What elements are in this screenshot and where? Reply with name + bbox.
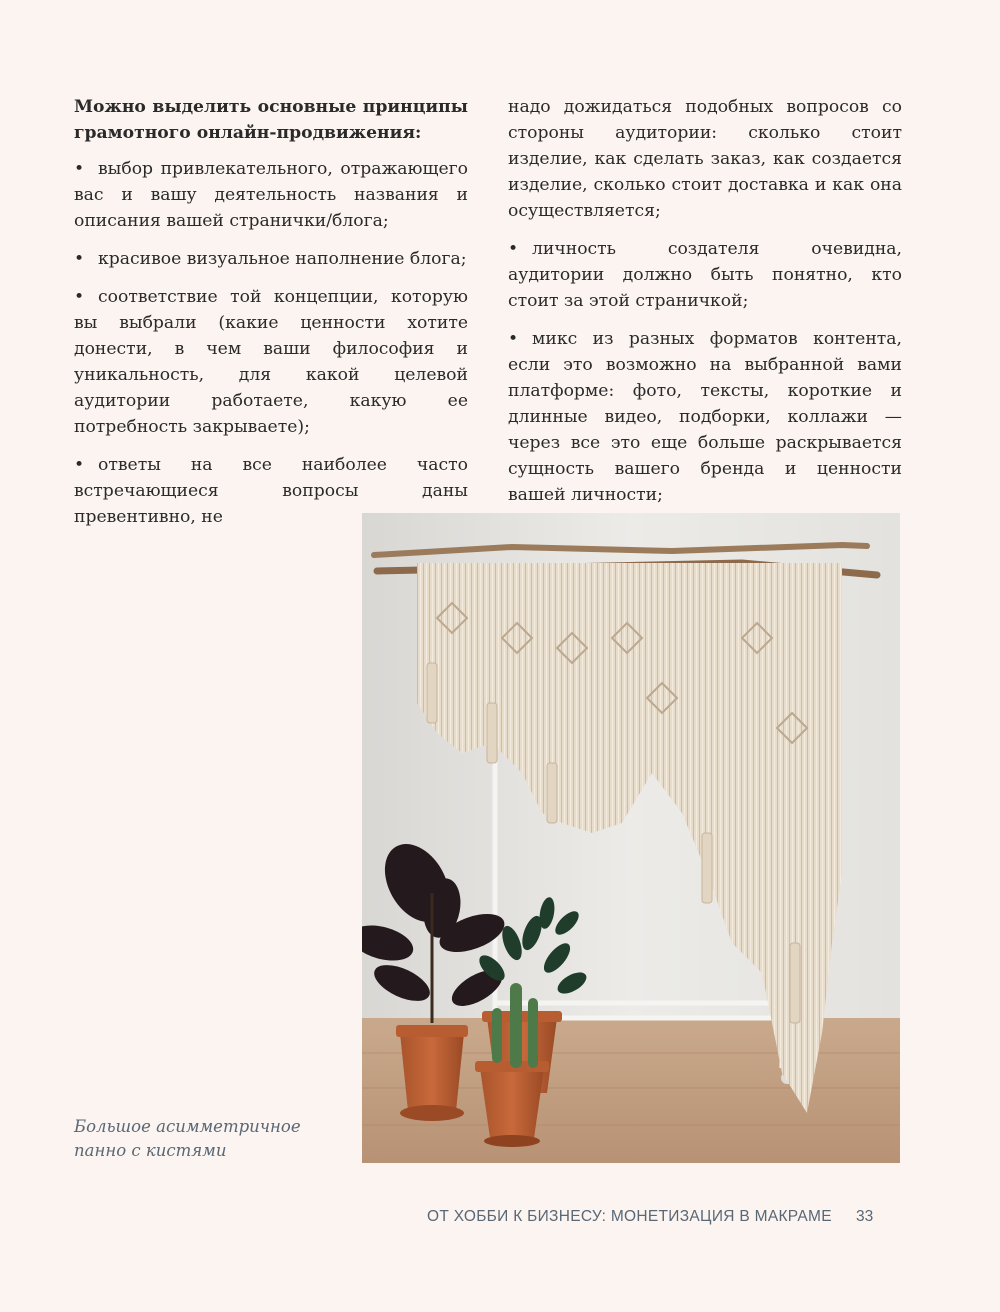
bullet-icon: •	[508, 329, 519, 349]
list-item: • красивое визуальное наполнение блога;	[74, 246, 468, 272]
list-item: • личность создателя очевидна, аудитории должно быть понятно, кто стоит за этой страничкой;	[508, 236, 902, 314]
section-lead: Можно выделить основные принципы грамотного онлайн-продвижения:	[74, 97, 468, 143]
list-item: • микс из разных форматов контента, если это возможно на выбранной вами платформе: фото, тексты, короткие и длинные видео, подборки, коллажи — через все это еще больше раскрывается сущность вашего бренда и ценности вашей личности;	[508, 326, 902, 508]
photo-caption: Большое асимметричное панно с кистями	[74, 1117, 301, 1160]
bullet-icon: •	[74, 159, 85, 179]
left-column	[74, 94, 468, 542]
bullet-icon: •	[508, 239, 519, 259]
macrame-illustration	[362, 513, 900, 1163]
right-column	[508, 94, 902, 520]
running-footer-title: ОТ ХОББИ К БИЗНЕСУ: МОНЕТИЗАЦИЯ В МАКРАМЕ	[427, 1208, 832, 1225]
page-number: 33	[856, 1208, 874, 1225]
list-item: • выбор привлекательного, отражающего вас и вашу деятельность названия и описания вашей странички/блога;	[74, 156, 468, 234]
bullet-icon: •	[74, 287, 85, 307]
bullet-icon: •	[74, 455, 85, 475]
bullet-icon: •	[74, 249, 85, 269]
paragraph-continuation: надо дожидаться подобных вопросов со стороны аудитории: сколько стоит изделие, как сделать заказ, как создается изделие, сколько стоит доставка и как она осуществляется;	[508, 97, 902, 221]
macrame-photo	[362, 513, 900, 1163]
list-item: • соответствие той концепции, которую вы выбрали (какие ценности хотите донести, в чем ваши философия и уникальность, для какой целевой аудитории работаете, какую ее потребность закрываете);	[74, 284, 468, 440]
list-item: • ответы на все наиболее часто встречающиеся вопросы даны превентивно, не	[74, 452, 468, 530]
